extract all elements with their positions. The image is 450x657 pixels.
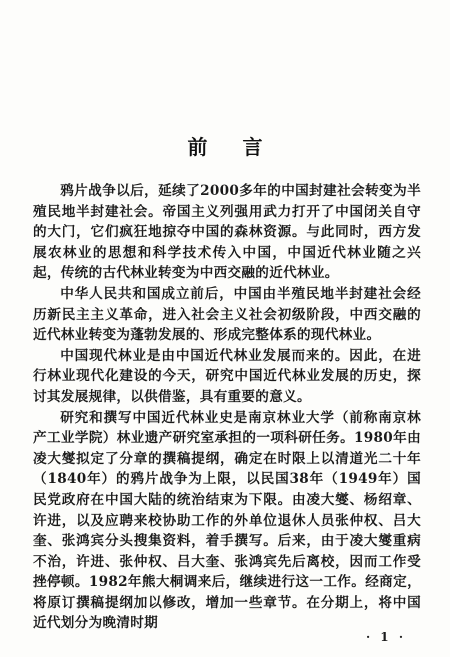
body-text: [33, 181, 421, 634]
paragraph-3: 中国现代林业是由中国近代林业发展而来的。因此，在进行林业现代化建设的今天，研究中国近代林业发展的历史，探讨其发展规律，以供借鉴，具有重要的意义。: [33, 347, 421, 405]
paragraph-1: 鸦片战争以后，延续了2000多年的中国封建社会转变为半殖民地半封建社会。帝国主义列强用武力打开了中国闭关自守的大门，它们疯狂地掠夺中国的森林资源。与此同时，西方发展农林业的思想和科学技术传入中国，中国近代林业随之兴起，传统的古代林业转变为中西交融的近代林业。: [33, 183, 421, 282]
paragraph-4: 研究和撰写中国近代林业史是南京林业大学（前称南京林产工业学院）林业遗产研究室承担的一项科研任务。1980年由凌大燮拟定了分章的撰稿提纲，确定在时限上以清道光二十年（1840年）的鸦片战争为上限，以民国38年（1949年）国民党政府在中国大陆的统治结束为下限。由凌大燮、杨绍章、许进，以及应聘来校协助工作的外单位退休人员张仲权、吕大奎、张鸿宾分头搜集资料，着手撰写。后来，由于凌大燮重病不治，许进、张仲权、吕大奎、张鸿宾先后离校，因而工作受挫停顿。1982年熊大桐调来后，继续进行这一工作。经商定，将原订撰稿提纲加以修改，增加一些章节。在分期上，将中国近代划分为晚清时期: [33, 409, 421, 632]
page-number: · 1 ·: [365, 630, 406, 644]
page-title: 前 言: [187, 135, 277, 159]
paragraph-2: 中华人民共和国成立前后，中国由半殖民地半封建社会经历新民主主义革命，进入社会主义社会初级阶段，中西交融的近代林业转变为蓬勃发展的、形成完整体系的现代林业。: [33, 285, 421, 344]
